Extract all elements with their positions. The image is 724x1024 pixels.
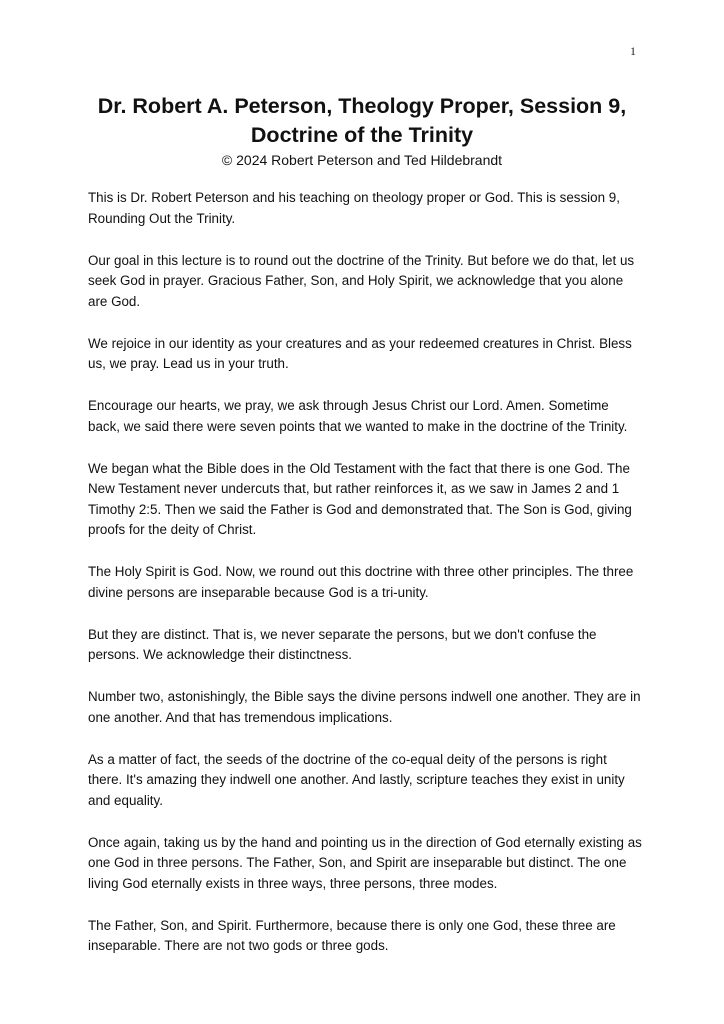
paragraph-4: Encourage our hearts, we pray, we ask through Jesus Christ our Lord. Amen. Sometime back, we said there were seven points that we wanted to make in the doctrine of the Trinity. xyxy=(88,398,628,434)
paragraph-5: We began what the Bible does in the Old Testament with the fact that there is one God. The New Testament never undercuts that, but rather reinforces it, as we saw in James 2 and 1 Timothy 2:5. Then we said the Father is God and demonstrated that. The Son is God, giving proofs for the deity of Christ. xyxy=(88,460,632,537)
document-title: Dr. Robert A. Peterson, Theology Proper, Session 9, Doctrine of the Trinity xyxy=(97,94,627,147)
paragraph-10: Once again, taking us by the hand and pointing us in the direction of God eternally existing as one God in three persons. The Father, Son, and Spirit are inseparable but distinct. The one living God eternally exists in three ways, three persons, three modes. xyxy=(88,834,642,891)
paragraph-3: We rejoice in our identity as your creatures and as your redeemed creatures in Christ. Bless us, we pray. Lead us in your truth. xyxy=(88,335,632,371)
copyright-line: © 2024 Robert Peterson and Ted Hildebrandt xyxy=(221,152,503,168)
page-number: 1 xyxy=(630,44,636,58)
paragraph-1: This is Dr. Robert Peterson and his teaching on theology proper or God. This is session 9, Rounding Out the Trinity. xyxy=(88,190,620,226)
paragraph-6: The Holy Spirit is God. Now, we round out this doctrine with three other principles. The three divine persons are inseparable because God is a tri-unity. xyxy=(88,564,634,600)
paragraph-9: As a matter of fact, the seeds of the doctrine of the co-equal deity of the persons is right there. It's amazing they indwell one another. And lastly, scripture teaches they exist in unity and equality. xyxy=(88,751,625,808)
paragraph-11: The Father, Son, and Spirit. Furthermore, because there is only one God, these three are inseparable. There are not two gods or three gods. xyxy=(88,917,616,953)
paragraph-2: Our goal in this lecture is to round out the doctrine of the Trinity. But before we do that, let us seek God in prayer. Gracious Father, Son, and Holy Spirit, we acknowledge that you alone are God. xyxy=(88,252,635,309)
document-body xyxy=(88,188,644,978)
paragraph-8: Number two, astonishingly, the Bible says the divine persons indwell one another. They are in one another. And that has tremendous implications. xyxy=(88,689,641,725)
paragraph-7: But they are distinct. That is, we never separate the persons, but we don't confuse the persons. We acknowledge their distinctness. xyxy=(88,626,597,662)
